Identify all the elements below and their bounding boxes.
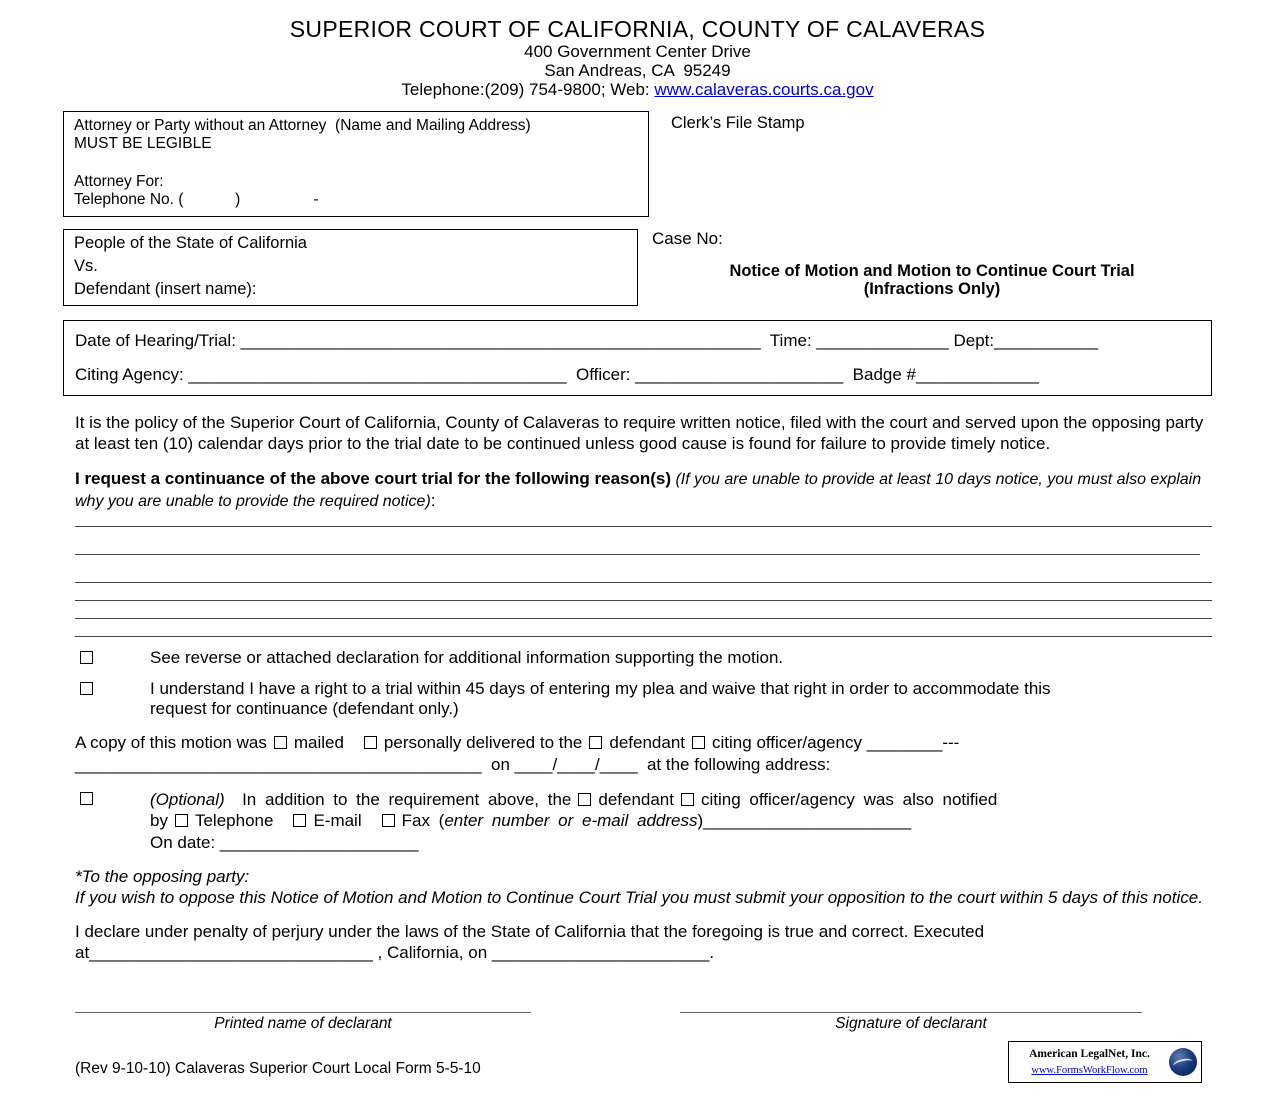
clerks-file-stamp-label: Clerk’s File Stamp <box>671 114 805 132</box>
optional-defendant-checkbox[interactable] <box>578 793 591 806</box>
email-label: E-mail <box>313 811 362 830</box>
reason-blank-line <box>75 512 1212 527</box>
copy-service-section <box>75 732 1212 776</box>
see-reverse-label: See reverse or attached declaration for additional information supporting the motion. <box>150 648 784 667</box>
form-title-line1: Notice of Motion and Motion to Continue Court Trial <box>729 262 1135 280</box>
reason-blank-line <box>75 583 1212 601</box>
fax-label: Fax ( <box>401 811 445 830</box>
court-website-link[interactable]: www.calaveras.courts.ca.gov <box>654 80 874 99</box>
reason-lines <box>75 512 1212 637</box>
declaration-line1: I declare under penalty of perjury under the laws of the State of California that the foregoing is true and correct. Executed <box>75 922 985 941</box>
personally-delivered-label: personally delivered to the <box>383 733 583 752</box>
court-address-line1: 400 Government Center Drive <box>524 42 751 61</box>
optional-defendant-label: defendant <box>598 790 674 809</box>
reason-blank-line <box>75 619 1212 637</box>
attorney-telephone-label: Telephone No. ( ) - <box>74 191 319 208</box>
attorney-for-label: Attorney For: <box>74 173 164 190</box>
plaintiff-name: People of the State of California <box>74 234 307 252</box>
hearing-date-line: Date of Hearing/Trial: _______________________________________________________ Time: ______________ Dept:___________ <box>75 331 1099 350</box>
hearing-info-box <box>63 320 1212 396</box>
fax-note-text: enter number or e-mail address <box>444 811 698 830</box>
case-caption-box <box>63 229 638 306</box>
request-note-text: (If you are unable to provide at least 10 days notice, you must also explain why you are unable to provide the required notice) <box>75 471 1211 510</box>
case-caption-row <box>63 229 1212 306</box>
mailed-checkbox[interactable] <box>274 736 287 749</box>
versus-label: Vs. <box>74 257 98 275</box>
declaration-line2: at______________________________ , California, on _______________________. <box>75 943 715 962</box>
document-header <box>63 16 1212 99</box>
optional-notification-text <box>150 789 997 853</box>
opposing-party-heading: *To the opposing party: <box>75 867 250 886</box>
copy-citing-officer-checkbox[interactable] <box>692 736 705 749</box>
optional-by-text: by <box>150 811 168 830</box>
request-bold-text: I request a continuance of the above court trial for the following reason(s) <box>75 469 672 488</box>
signature-block <box>680 1012 1142 1033</box>
reason-blank-line <box>75 601 1212 619</box>
globe-icon <box>1169 1048 1197 1076</box>
copy-service-line <box>75 732 1212 754</box>
optional-citing-officer-label: citing officer/agency was also notified <box>701 790 998 809</box>
defendant-label: Defendant (insert name): <box>74 280 257 298</box>
fax-checkbox[interactable] <box>382 814 395 827</box>
optional-notification-checkbox[interactable] <box>80 792 93 805</box>
telephone-label: Telephone <box>194 811 274 830</box>
printed-name-block <box>75 1012 531 1033</box>
optional-text1: In addition to the requirement above, the <box>224 790 572 809</box>
waive-right-checkbox[interactable] <box>80 682 93 695</box>
fax-blank-text: )______________________ <box>697 811 912 830</box>
court-phone-text: Telephone:(209) 754-9800; Web: <box>401 80 655 99</box>
policy-paragraph: It is the policy of the Superior Court of California, County of Calaveras to require written notice, filed with the court and served upon the opposing party at least ten (10) calendar days prior to the trial date to be continued unless good cause is found for failure to provide timely notice. <box>75 413 1204 453</box>
form-title-line2: (Infractions Only) <box>863 280 1001 298</box>
mailed-label: mailed <box>293 733 344 752</box>
case-number-label: Case No: <box>652 229 723 248</box>
see-reverse-checkbox[interactable] <box>80 651 93 664</box>
american-legalnet-text <box>1013 1048 1166 1077</box>
opposing-party-text: If you wish to oppose this Notice of Motion and Motion to Continue Court Trial you must submit your opposition to the court within 5 days of this notice. <box>75 888 1203 907</box>
waive-right-row <box>63 679 1212 719</box>
court-name: SUPERIOR COURT OF CALIFORNIA, COUNTY OF CALAVERAS <box>289 16 986 42</box>
court-contact-line <box>63 80 1212 99</box>
optional-label: (Optional) <box>150 790 225 809</box>
printed-name-label: Printed name of declarant <box>214 1015 392 1032</box>
see-reverse-row <box>63 648 1212 668</box>
attorney-legible-note: MUST BE LEGIBLE <box>74 135 212 152</box>
request-colon: : <box>430 491 436 510</box>
court-address-line2: San Andreas, CA 95249 <box>544 61 731 80</box>
copy-prefix-text: A copy of this motion was <box>75 733 267 752</box>
waive-right-label: I understand I have a right to a trial within 45 days of entering my plea and waive that right in order to accommodate this request for continuance (defendant only.) <box>150 679 1051 718</box>
copy-defendant-label: defendant <box>609 733 686 752</box>
attorney-party-box <box>63 111 649 217</box>
personally-delivered-checkbox[interactable] <box>364 736 377 749</box>
copy-address-line: ___________________________________________ on ____/____/____ at the following address: <box>75 755 831 774</box>
case-number-area <box>638 229 1212 306</box>
optional-notification-section <box>63 789 1212 853</box>
reason-blank-line <box>75 527 1200 555</box>
attorney-box-spacer <box>74 153 638 173</box>
copy-blank-text: ________--- <box>861 733 960 752</box>
form-title <box>652 262 1212 298</box>
signature-line <box>680 1012 1142 1013</box>
optional-citing-officer-checkbox[interactable] <box>681 793 694 806</box>
continuance-request-heading <box>75 468 1212 512</box>
perjury-declaration <box>75 921 1212 963</box>
signature-label: Signature of declarant <box>835 1015 987 1032</box>
attorney-instructions: Attorney or Party without an Attorney (Name and Mailing Address) <box>74 117 531 134</box>
copy-defendant-checkbox[interactable] <box>589 736 602 749</box>
american-legalnet-box <box>1008 1041 1202 1083</box>
citing-agency-line: Citing Agency: ________________________________________ Officer: ______________________ Badge #_____________ <box>75 365 1039 384</box>
form-revision-footer: (Rev 9-10-10) Calaveras Superior Court Local Form 5-5-10 <box>75 1060 481 1077</box>
email-checkbox[interactable] <box>293 814 306 827</box>
printed-name-line <box>75 1012 531 1013</box>
reason-blank-line <box>75 555 1212 583</box>
american-legalnet-company: American LegalNet, Inc. <box>1029 1047 1150 1060</box>
on-date-line: On date: _____________________ <box>150 833 419 852</box>
formsworkflow-link[interactable]: www.FormsWorkFlow.com <box>1031 1064 1148 1076</box>
copy-citing-officer-label: citing officer/agency <box>712 733 862 752</box>
telephone-checkbox[interactable] <box>175 814 188 827</box>
opposing-party-note <box>75 866 1210 908</box>
attorney-clerk-row <box>63 111 1212 217</box>
